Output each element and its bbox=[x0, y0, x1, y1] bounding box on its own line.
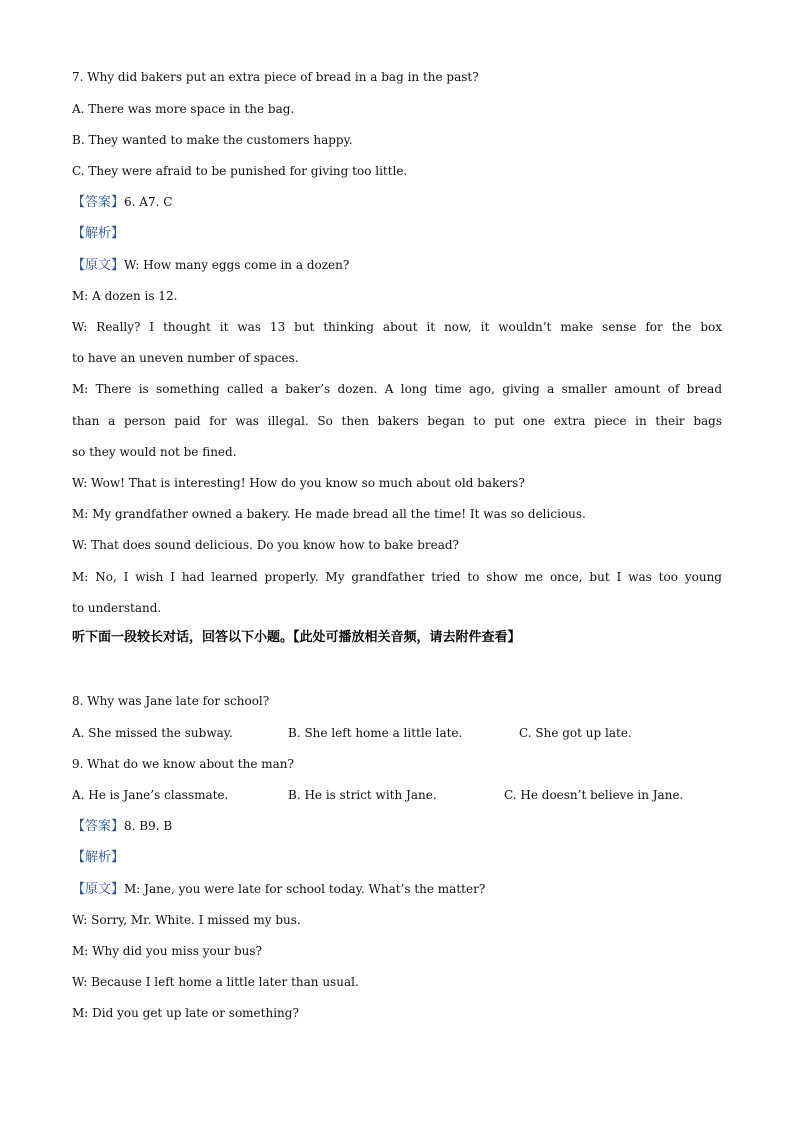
question-9: 9. What do we know about the man? bbox=[72, 757, 294, 771]
analysis-line-2 bbox=[72, 849, 722, 866]
transcript-text: M: Jane, you were late for school today. What’s the matter? bbox=[124, 882, 486, 896]
answer-line-1 bbox=[72, 194, 722, 211]
q8-option-b: B. She left home a little late. bbox=[288, 726, 463, 740]
transcript-tag: 【原文】 bbox=[72, 882, 125, 897]
q7-option-c: C. They were afraid to be punished for giving too little. bbox=[72, 164, 408, 178]
q9-option-b: B. He is strict with Jane. bbox=[288, 788, 437, 802]
transcript-text: W: How many eggs come in a dozen? bbox=[124, 258, 350, 272]
q8-option-a: A. She missed the subway. bbox=[72, 726, 233, 740]
transcript-1-line-9: M: My grandfather owned a bakery. He made bread all the time! It was so delicious. bbox=[72, 507, 586, 521]
transcript-1-line-5: M: There is something called a baker’s dozen. A long time ago, giving a smaller amount of bread bbox=[72, 382, 722, 396]
transcript-2-line-4: W: Because I left home a little later than usual. bbox=[72, 975, 359, 989]
listening-instruction: 听下面一段较长对话，回答以下小题。【此处可播放相关音频，请去附件查看】 bbox=[72, 630, 521, 645]
q9-option-a: A. He is Jane’s classmate. bbox=[72, 788, 229, 802]
q7-option-a: A. There was more space in the bag. bbox=[72, 102, 295, 116]
transcript-1-line-12: to understand. bbox=[72, 601, 162, 615]
q9-option-c: C. He doesn’t believe in Jane. bbox=[504, 788, 684, 802]
transcript-1-line-11: M: No, I wish I had learned properly. My grandfather tried to show me once, but I was too young bbox=[72, 570, 722, 584]
analysis-tag: 【解析】 bbox=[72, 226, 125, 241]
transcript-1-line-10: W: That does sound delicious. Do you know how to bake bread? bbox=[72, 538, 459, 552]
transcript-1-line-3: W: Really? I thought it was 13 but thinking about it now, it wouldn’t make sense for the box bbox=[72, 320, 722, 334]
transcript-1-line-4: to have an uneven number of spaces. bbox=[72, 351, 299, 365]
transcript-2-line-1 bbox=[72, 881, 722, 898]
transcript-1-line-8: W: Wow! That is interesting! How do you know so much about old bakers? bbox=[72, 476, 525, 490]
transcript-2-line-2: W: Sorry, Mr. White. I missed my bus. bbox=[72, 913, 301, 927]
analysis-tag: 【解析】 bbox=[72, 850, 125, 865]
transcript-2-line-3: M: Why did you miss your bus? bbox=[72, 944, 262, 958]
q8-option-c: C. She got up late. bbox=[519, 726, 632, 740]
answer-tag: 【答案】 bbox=[72, 195, 125, 210]
transcript-1-line-7: so they would not be fined. bbox=[72, 445, 237, 459]
transcript-tag: 【原文】 bbox=[72, 258, 125, 273]
transcript-1-line-1 bbox=[72, 257, 722, 274]
answer-text: 6. A7. C bbox=[124, 195, 173, 209]
transcript-2-line-5: M: Did you get up late or something? bbox=[72, 1006, 299, 1020]
transcript-1-line-6: than a person paid for was illegal. So then bakers began to put one extra piece in their bags bbox=[72, 414, 722, 428]
answer-line-2 bbox=[72, 818, 722, 835]
analysis-line-1 bbox=[72, 225, 722, 242]
answer-tag: 【答案】 bbox=[72, 819, 125, 834]
question-8: 8. Why was Jane late for school? bbox=[72, 694, 270, 708]
answer-text: 8. B9. B bbox=[124, 819, 173, 833]
q7-option-b: B. They wanted to make the customers happy. bbox=[72, 133, 353, 147]
question-7: 7. Why did bakers put an extra piece of bread in a bag in the past? bbox=[72, 70, 479, 84]
transcript-1-line-2: M: A dozen is 12. bbox=[72, 289, 178, 303]
